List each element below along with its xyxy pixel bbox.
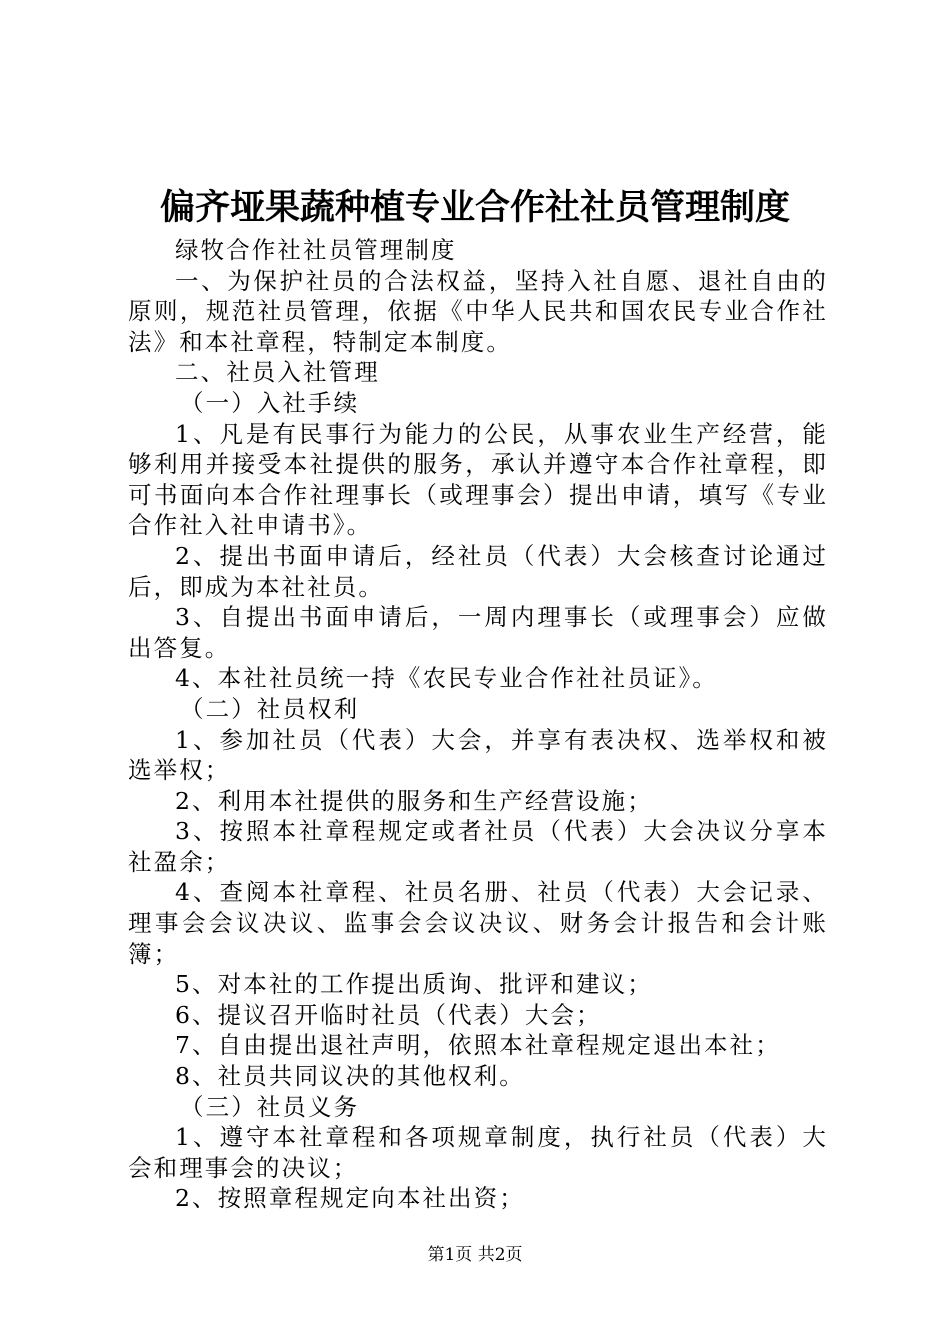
subsection-heading: （一）入社手续: [180, 388, 360, 417]
document-body: [128, 235, 828, 1214]
paragraph: 6、提议召开临时社员（代表）大会；: [175, 1000, 602, 1029]
paragraph: 1、参加社员（代表）大会，并享有表决权、选举权和被选举权；: [128, 725, 828, 785]
paragraph: 2、提出书面申请后，经社员（代表）大会核查讨论通过后，即成为本社社员。: [128, 541, 828, 601]
paragraph: 一、为保护社员的合法权益，坚持入社自愿、退社自由的原则，规范社员管理，依据《中华人民共和国农民专业合作社法》和本社章程，特制定本制度。: [128, 266, 828, 356]
paragraph: 3、按照本社章程规定或者社员（代表）大会决议分享本社盈余；: [128, 817, 828, 876]
paragraph: 4、查阅本社章程、社员名册、社员（代表）大会记录、理事会会议决议、监事会会议决议、财务会计报告和会计账簿；: [128, 878, 828, 968]
subsection-heading: （三）社员义务: [180, 1092, 360, 1121]
document-title: 偏齐垭果蔬种植专业合作社社员管理制度: [159, 187, 790, 228]
paragraph: 3、自提出书面申请后，一周内理事长（或理事会）应做出答复。: [128, 603, 828, 662]
page-footer: 第1页 共2页: [427, 1245, 523, 1265]
paragraph-subtitle: 绿牧合作社社员管理制度: [175, 236, 457, 264]
paragraph: 5、对本社的工作提出质询、批评和建议；: [175, 970, 653, 999]
paragraph: 2、按照章程规定向本社出资；: [175, 1184, 525, 1213]
paragraph: 7、自由提出退社声明，依照本社章程规定退出本社；: [175, 1031, 781, 1060]
paragraph: 1、凡是有民事行为能力的公民，从事农业生产经营，能够利用并接受本社提供的服务，承认并遵守本合作社章程，即可书面向本合作社理事长（或理事会）提出申请，填写《专业合作社入社申请书》。: [128, 419, 828, 540]
paragraph: 8、社员共同议决的其他权利。: [175, 1062, 525, 1091]
subsection-heading: （二）社员权利: [180, 694, 360, 723]
paragraph: 1、遵守本社章程和各项规章制度，执行社员（代表）大会和理事会的决议；: [128, 1123, 828, 1182]
paragraph: 2、利用本社提供的服务和生产经营设施；: [175, 786, 653, 815]
paragraph: 4、本社社员统一持《农民专业合作社社员证》。: [175, 664, 718, 693]
section-heading: 二、社员入社管理: [175, 358, 380, 387]
